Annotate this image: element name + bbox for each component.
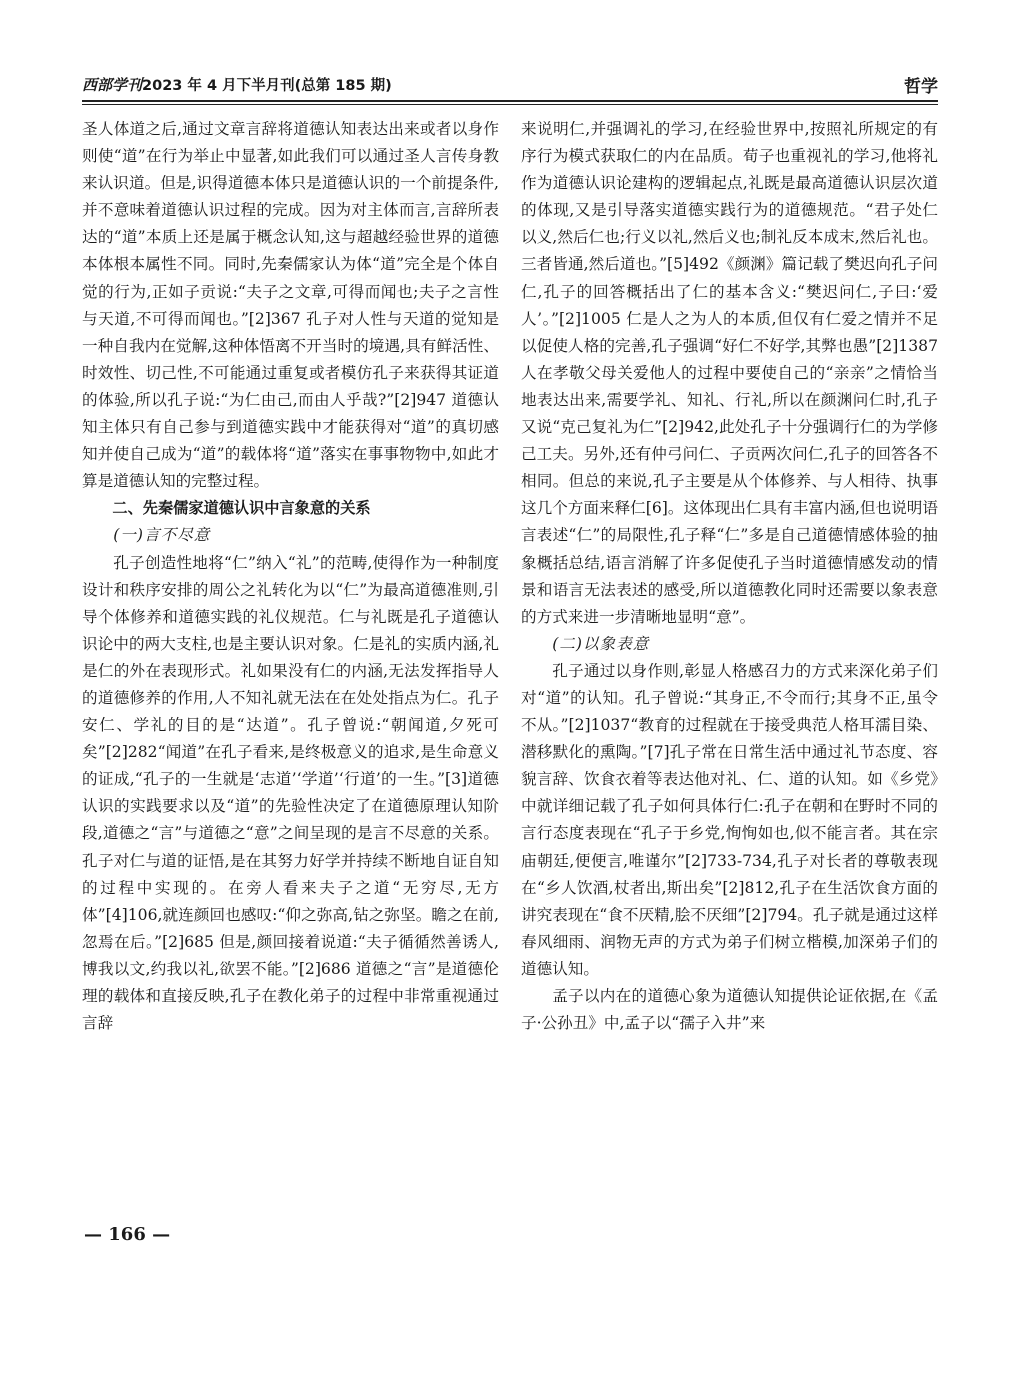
subsection-heading: (一)言不尽意	[113, 526, 211, 545]
body-paragraph: 孟子以内在的道德心象为道德认知提供论证依据,在《孟子·公孙丑》中,孟子以“孺子入井”来	[521, 987, 938, 1033]
section-heading: 二、先秦儒家道德认识中言象意的关系	[112, 499, 371, 518]
subsection-heading: (二)以象表意	[552, 634, 650, 653]
page-header	[82, 72, 938, 98]
header-rule-thick	[82, 100, 938, 102]
page-number: — 166 —	[84, 1224, 171, 1245]
left-column	[82, 116, 499, 1037]
header-rule-thin	[82, 104, 938, 105]
issue-label: 2023 年 4 月下半月刊(总第 185 期)	[142, 78, 392, 94]
body-paragraph: 来说明仁,并强调礼的学习,在经验世界中,按照礼所规定的有序行为模式获取仁的内在品质。荀子也重视礼的学习,他将礼作为道德认识论建构的逻辑起点,礼既是最高道德认识层次道的体现,又是引导落实道德实践行为的道德规范。“君子处仁以义,然后仁也;行义以礼,然后义也;制礼反本成末,然后礼也。三者皆通,然后道也。”[5]492《颜渊》篇记载了樊迟向孔子问仁,孔子的回答概括出了仁的基本含义:“樊迟问仁,子曰:‘爱人’。”[2]1005 仁是人之为人的本质,但仅有仁爱之情并不足以促使人格的完善,孔子强调“好仁不好学,其弊也愚”[2]1387 人在孝敬父母关爱他人的过程中要使自己的“亲亲”之情恰当地表达出来,需要学礼、知礼、行礼,所以在颜渊问仁时,孔子又说“克己复礼为仁”[2]942,此处孔子十分强调行仁的为学修己工夫。另外,还有仲弓问仁、子贡两次问仁,孔子的回答各不相同。但总的来说,孔子主要是从个体修养、与人相待、执事这几个方面来释仁[6]。这体现出仁具有丰富内涵,但也说明语言表述“仁”的局限性,孔子释“仁”多是自己道德情感体验的抽象概括总结,语言消解了许多促使孔子当时道德情感发动的情景和语言无法表述的感受,所以道德教化同时还需要以象表意的方式来进一步清晰地显明“意”。	[521, 120, 938, 626]
body-paragraph: 圣人体道之后,通过文章言辞将道德认知表达出来或者以身作则使“道”在行为举止中显著,如此我们可以通过圣人言传身教来认识道。但是,识得道德本体只是道德认识的一个前提条件,并不意味着道德认识过程的完成。因为对主体而言,言辞所表达的“道”本质上还是属于概念认知,这与超越经验世界的道德本体根本属性不同。同时,先秦儒家认为体“道”完全是个体自觉的行为,正如子贡说:“夫子之文章,可得而闻也;夫子之言性与天道,不可得而闻也。”[2]367 孔子对人性与天道的觉知是一种自我内在觉解,这种体悟离不开当时的境遇,具有鲜活性、时效性、切己性,不可能通过重复或者模仿孔子来获得其证道的体验,所以孔子说:“为仁由己,而由人乎哉?”[2]947 道德认知主体只有自己参与到道德实践中才能获得对“道”的真切感知并使自己成为“道”的载体将“道”落实在事事物物中,如此才算是道德认知的完整过程。	[82, 120, 499, 491]
journal-info	[82, 74, 392, 95]
right-column	[521, 116, 938, 1037]
body-paragraph: 孔子创造性地将“仁”纳入“礼”的范畴,使得作为一种制度设计和秩序安排的周公之礼转化为以“仁”为最高道德准则,引导个体修养和道德实践的礼仪规范。仁与礼既是孔子道德认识论中的两大支柱,也是主要认识对象。仁是礼的实质内涵,礼是仁的外在表现形式。礼如果没有仁的内涵,无法发挥指导人的道德修养的作用,人不知礼就无法在在处处指点为仁。孔子安仁、学礼的目的是“达道”。孔子曾说:“朝闻道,夕死可矣”[2]282“闻道”在孔子看来,是终极意义的追求,是生命意义的证成,“孔子的一生就是‘志道’‘学道’‘行道’的一生。”[3]道德认识的实践要求以及“道”的先验性决定了在道德原理认知阶段,道德之“言”与道德之“意”之间呈现的是言不尽意的关系。孔子对仁与道的证悟,是在其努力好学并持续不断地自证自知的过程中实现的。在旁人看来夫子之道“无穷尽,无方体”[4]106,就连颜回也感叹:“仰之弥高,钻之弥坚。瞻之在前,忽焉在后。”[2]685 但是,颜回接着说道:“夫子循循然善诱人,博我以文,约我以礼,欲罢不能。”[2]686 道德之“言”是道德伦理的载体和直接反映,孔子在教化弟子的过程中非常重视通过言辞	[82, 553, 499, 1033]
section-label: 哲学	[904, 77, 938, 97]
body-paragraph: 孔子通过以身作则,彰显人格感召力的方式来深化弟子们对“道”的认知。孔子曾说:“其身正,不令而行;其身不正,虽令不从。”[2]1037“教育的过程就在于接受典范人格耳濡目染、潜移默化的熏陶。”[7]孔子常在日常生活中通过礼节态度、容貌言辞、饮食衣着等表达他对礼、仁、道的认知。如《乡党》中就详细记载了孔子如何具体行仁:孔子在朝和在野时不同的言行态度表现在“孔子于乡党,恂恂如也,似不能言者。其在宗庙朝廷,便便言,唯谨尔”[2]733-734,孔子对长者的尊敬表现在“乡人饮酒,杖者出,斯出矣”[2]812,孔子在生活饮食方面的讲究表现在“食不厌精,脍不厌细”[2]794。孔子就是通过这样春风细雨、润物无声的方式为弟子们树立楷模,加深弟子们的道德认知。	[521, 661, 938, 978]
journal-logo: 西部学刊	[82, 76, 143, 94]
